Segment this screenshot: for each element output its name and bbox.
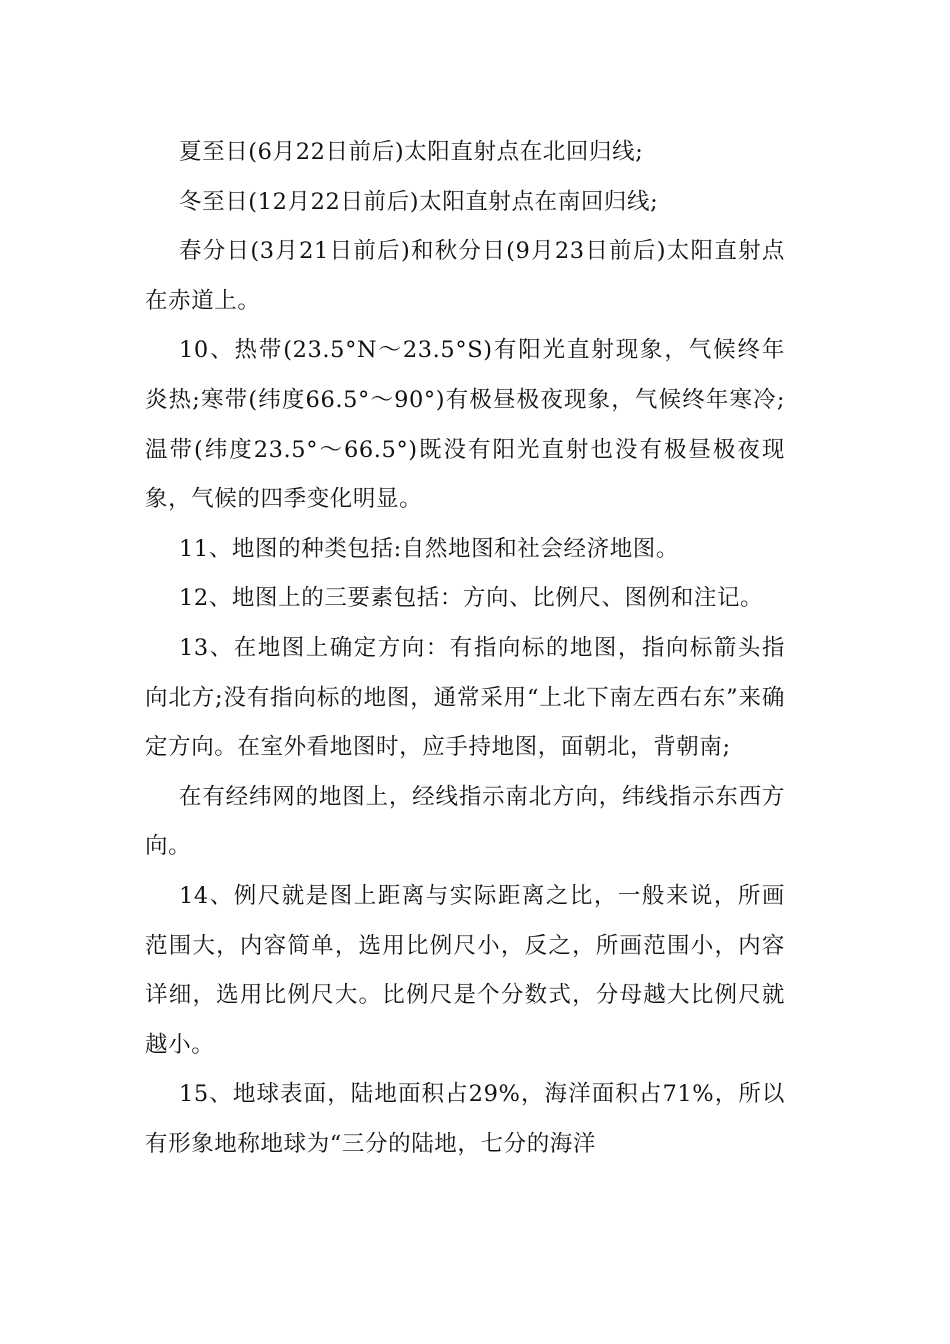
paragraph-item-14-scale: 14、例尺就是图上距离与实际距离之比，一般来说，所画范围大，内容简单，选用比例尺小，反之，所画范围小，内容详细，选用比例尺大。比例尺是个分数式，分母越大比例尺就越小。 [145,882,785,1058]
paragraph-winter-solstice: 冬至日(12月22日前后)太阳直射点在南回归线; [179,188,659,215]
paragraph-item-13-map-direction: 13、在地图上确定方向：有指向标的地图，指向标箭头指向北方;没有指向标的地图，通常采用“上北下南左西右东”来确定方向。在室外看地图时，应手持地图，面朝北，背朝南; [145,634,785,761]
document-body [145,128,785,1169]
paragraph-summer-solstice: 夏至日(6月22日前后)太阳直射点在北回归线; [179,139,644,165]
paragraph-item-11-map-types: 11、地图的种类包括:自然地图和社会经济地图。 [179,535,680,562]
paragraph-item-15-land-ocean: 15、地球表面，陆地面积占29%，海洋面积占71%，所以有形象地称地球为“三分的陆地，七分的海洋 [145,1081,785,1157]
paragraph-equinoxes: 春分日(3月21日前后)和秋分日(9月23日前后)太阳直射点在赤道上。 [145,238,785,314]
paragraph-graticule-direction: 在有经纬网的地图上，经线指示南北方向，纬线指示东西方向。 [145,783,785,860]
paragraph-item-12-map-elements: 12、地图上的三要素包括：方向、比例尺、图例和注记。 [179,585,764,612]
paragraph-item-10-climate-zones: 10、热带(23.5°N～23.5°S)有阳光直射现象，气候终年炎热;寒带(纬度66.5°～90°)有极昼极夜现象，气候终年寒冷;温带(纬度23.5°～66.5°)既没有阳光直射也没有极昼极夜现象，气候的四季变化明显。 [145,337,785,513]
